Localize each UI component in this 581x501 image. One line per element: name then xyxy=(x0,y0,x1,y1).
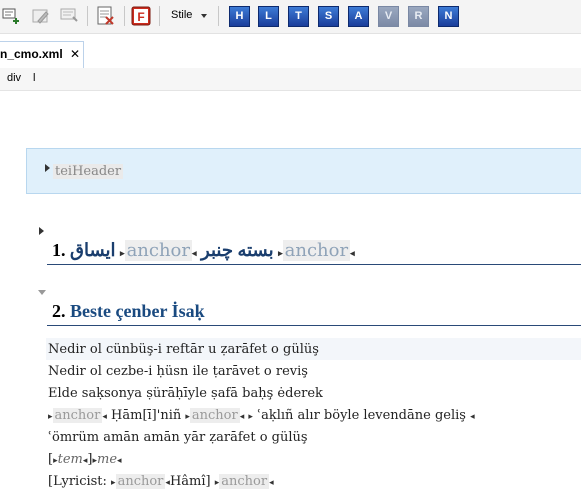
tei-header-label: teiHeader xyxy=(55,164,122,179)
verse-line[interactable]: ʿömrüm amān amān yār ẓarāfet o gülüş xyxy=(48,430,308,445)
tag-end-marker-icon: ◂ xyxy=(239,412,245,422)
tag-start-marker-icon: ▸ xyxy=(248,412,253,422)
section-1-subtitle: بسته چنبر xyxy=(201,240,274,260)
toolbar-separator xyxy=(218,6,219,26)
refrain-text: me xyxy=(97,452,118,467)
tag-end-marker-icon: ◂ xyxy=(350,248,355,258)
letter-button-h[interactable]: H xyxy=(229,6,250,27)
letter-button-n[interactable]: N xyxy=(438,6,459,27)
verse-line[interactable] xyxy=(48,452,122,467)
verse-text: Ḥām[ī]'niñ xyxy=(111,408,182,423)
letter-button-a[interactable]: A xyxy=(348,6,369,27)
breadcrumb xyxy=(0,68,581,91)
tag-start-marker-icon: ▸ xyxy=(53,456,58,466)
breadcrumb-item-div[interactable]: div xyxy=(7,72,22,84)
section-1-rule xyxy=(47,264,581,265)
tag-start-marker-icon: ▸ xyxy=(111,478,116,488)
anchor-tag[interactable]: anchor xyxy=(284,240,349,261)
anchor-tag[interactable]: anchor xyxy=(191,408,238,423)
letter-button-r[interactable]: R xyxy=(408,6,429,27)
close-icon[interactable]: ✕ xyxy=(70,47,81,61)
toolbar-separator xyxy=(124,6,125,26)
tag-start-marker-icon: ▸ xyxy=(278,248,283,258)
verse-line[interactable] xyxy=(48,474,274,489)
tag-start-marker-icon: ▸ xyxy=(185,412,190,422)
edit-comment-icon[interactable] xyxy=(58,5,80,27)
style-dropdown-label[interactable]: Stile xyxy=(171,9,193,21)
letter-button-s[interactable]: S xyxy=(318,6,339,27)
collapse-triangle-icon[interactable] xyxy=(38,290,46,295)
lyricist-prefix: [Lyricist: xyxy=(48,474,107,489)
section-2-number: 2. xyxy=(52,301,66,321)
anchor-tag[interactable]: anchor xyxy=(221,474,268,489)
tag-end-marker-icon: ◂ xyxy=(102,412,107,422)
tag-end-marker-icon: ◂ xyxy=(165,478,170,488)
anchor-tag[interactable]: anchor xyxy=(54,408,101,423)
section-1-number: 1. xyxy=(52,240,66,260)
anchor-tag[interactable]: anchor xyxy=(117,474,164,489)
tag-start-marker-icon: ▸ xyxy=(48,412,53,422)
tag-end-marker-icon: ◂ xyxy=(117,456,122,466)
remove-markup-icon[interactable] xyxy=(95,5,117,27)
breadcrumb-item-l[interactable]: l xyxy=(33,72,36,84)
bracket-open: [ xyxy=(48,452,54,467)
editor-tab-bar xyxy=(0,37,581,69)
tag-start-marker-icon: ▸ xyxy=(120,248,125,258)
expand-triangle-icon[interactable] xyxy=(39,227,44,235)
tag-end-marker-icon: ◂ xyxy=(192,248,197,258)
section-1-heading xyxy=(52,240,355,261)
verse-line[interactable]: Elde saḳsonya ṣürāḥīyle ṣafā baḥş ėderek xyxy=(48,386,323,401)
bracket-close: ] xyxy=(87,452,93,467)
expand-triangle-icon[interactable] xyxy=(45,164,50,172)
toolbar-separator xyxy=(87,6,88,26)
verse-line[interactable]: Nedir ol cünbüş-i reftār u ẓarāfet o gülüş xyxy=(48,342,319,357)
verse-line[interactable]: Nedir ol cezbe-i ḥüsn ile ṭarāvet o reviş xyxy=(48,364,308,379)
section-1-title: ايساق xyxy=(70,240,116,260)
section-2-rule xyxy=(47,325,581,326)
section-2-heading xyxy=(52,301,205,322)
insert-after-icon[interactable] xyxy=(1,5,23,27)
lyricist-name: Hâmî] xyxy=(169,474,211,489)
tag-start-marker-icon: ▸ xyxy=(92,456,97,466)
verse-line[interactable] xyxy=(48,408,475,423)
letter-button-t[interactable]: T xyxy=(288,6,309,27)
tag-end-marker-icon: ◂ xyxy=(470,412,475,422)
editor-tab-label[interactable]: n_cmo.xml xyxy=(0,47,63,61)
chevron-down-icon[interactable] xyxy=(201,14,207,18)
letter-button-l[interactable]: L xyxy=(258,6,279,27)
edit-attributes-icon[interactable] xyxy=(30,5,52,27)
anchor-tag[interactable]: anchor xyxy=(126,240,191,261)
tag-format-icon[interactable] xyxy=(130,5,152,27)
tag-end-marker-icon: ◂ xyxy=(269,478,274,488)
svg-text:F: F xyxy=(137,10,145,24)
section-2-title: Beste çenber İsaḳ xyxy=(70,301,205,321)
tag-end-marker-icon: ◂ xyxy=(82,456,88,466)
toolbar-separator xyxy=(159,6,160,26)
tag-start-marker-icon: ▸ xyxy=(214,478,220,488)
refrain-text: tem xyxy=(57,452,83,467)
verse-text: ʿaḳlıñ alır böyle levendāne geliş xyxy=(257,408,466,423)
letter-button-v[interactable]: V xyxy=(378,6,399,27)
